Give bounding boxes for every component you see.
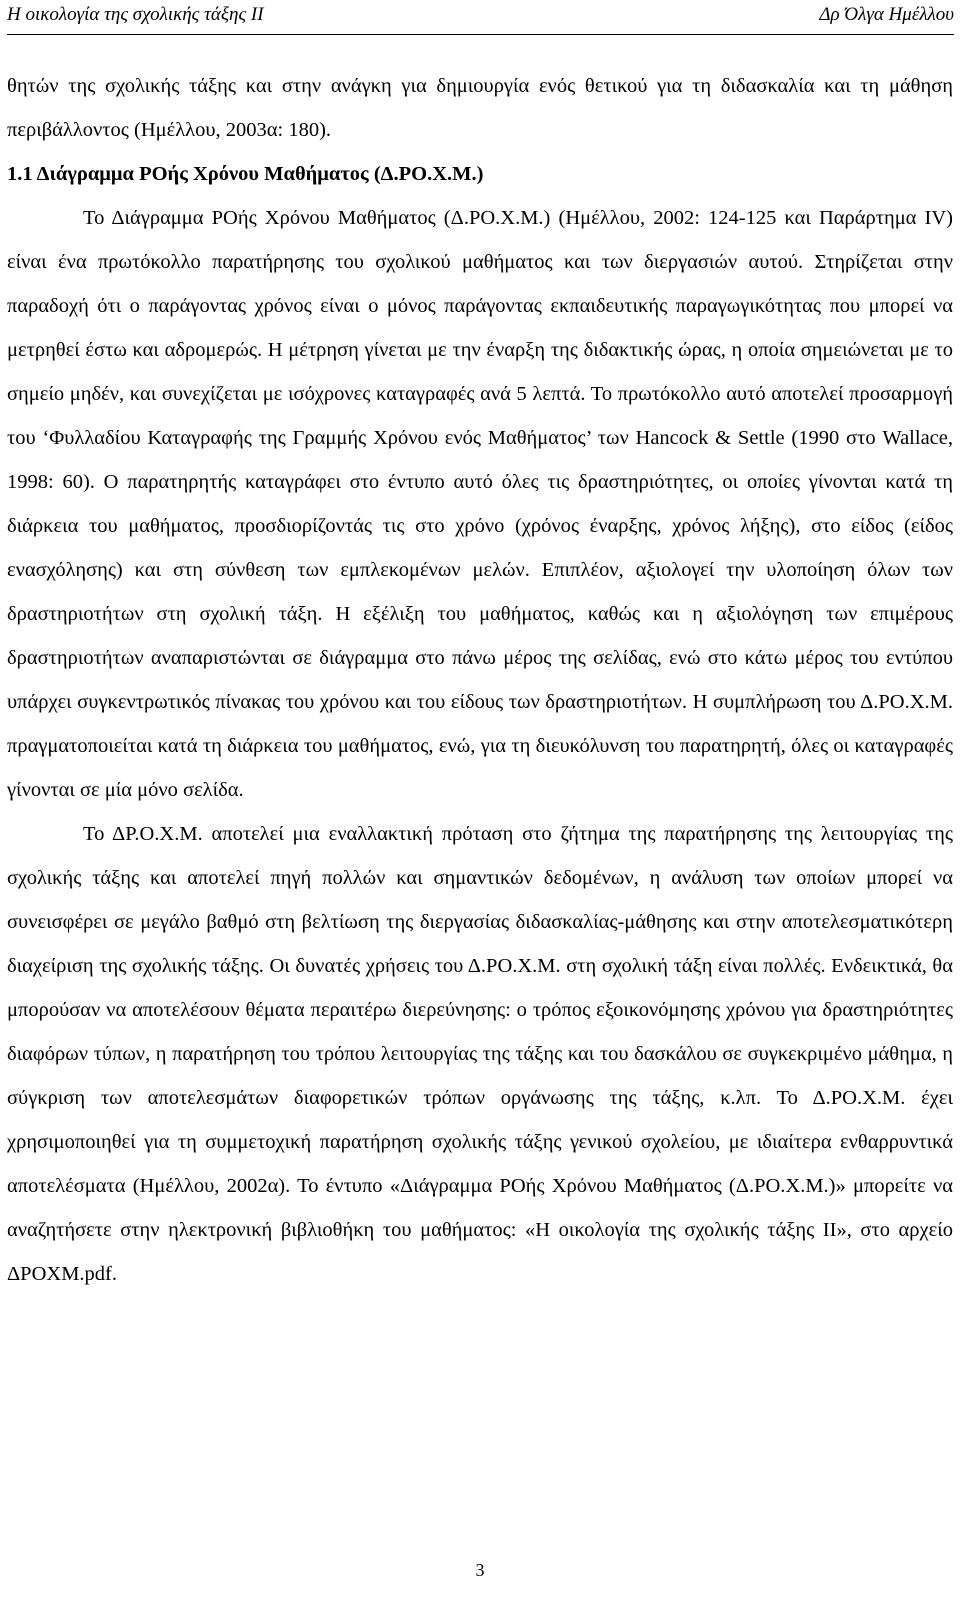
document-body	[7, 64, 953, 1296]
header-course-title: Η οικολογία της σχολικής τάξης ΙΙ	[7, 4, 264, 25]
section-heading: 1.1 Διάγραμμα ΡΟής Χρόνου Μαθήματος (Δ.ΡΟ.Χ.Μ.)	[7, 163, 484, 185]
paragraph-continuation: θητών της σχολικής τάξης και στην ανάγκη για δημιουργία ενός θετικού για τη διδασκαλία και τη μάθηση περιβάλλοντος (Ημέλλου, 2003α: 180).	[7, 75, 953, 141]
paragraph-uses: Το ΔΡ.Ο.Χ.Μ. αποτελεί μια εναλλακτική πρόταση στο ζήτημα της παρατήρησης της λειτουργίας της σχολικής τάξης και αποτελεί πηγή πολλών και σημαντικών δεδομένων, η ανάλυση των οποίων μπορεί να συνεισφέρει σε μεγάλο βαθμό στη βελτίωση της διεργασίας διδασκαλίας-μάθησης και στην αποτελεσματικότερη διαχείριση της σχολικής τάξης. Οι δυνατές χρήσεις του Δ.ΡΟ.Χ.Μ. στη σχολική τάξη είναι πολλές. Ενδεικτικά, θα μπορούσαν να αποτελέσουν θέματα περαιτέρω διερεύνησης: ο τρόπος εξοικονόμησης χρόνου για δραστηριότητες διαφόρων τύπων, η παρατήρηση του τρόπου λειτουργίας της τάξης και του δασκάλου σε συγκεκριμένο μάθημα, η σύγκριση των αποτελεσμάτων διαφορετικών τρόπων οργάνωσης της τάξης, κ.λπ. Το Δ.ΡΟ.Χ.Μ. έχει χρησιμοποιηθεί για τη συμμετοχική παρατήρηση σχολικής τάξης γενικού σχολείου, με ιδιαίτερα ενθαρρυντικά αποτελέσματα (Ημέλλου, 2002α). Το έντυπο «Διάγραμμα ΡΟής Χρόνου Μαθήματος (Δ.ΡΟ.Χ.Μ.)» μπορείτε να αναζητήσετε στην ηλεκτρονική βιβλιοθήκη του μαθήματος: «Η οικολογία της σχολικής τάξης ΙΙ», στο αρχείο ΔΡΟΧΜ.pdf.	[7, 823, 953, 1285]
header-author: Δρ Όλγα Ημέλλου	[819, 4, 954, 25]
page-number: 3	[475, 1560, 485, 1580]
running-header	[7, 0, 954, 35]
paragraph-description: Το Διάγραμμα ΡΟής Χρόνου Μαθήματος (Δ.ΡΟ.Χ.Μ.) (Ημέλλου, 2002: 124-125 και Παράρτημα IV) είναι ένα πρωτόκολλο παρατήρησης του σχολικού μαθήματος και των διεργασιών αυτού. Στηρίζεται στην παραδοχή ότι ο παράγοντας χρόνος είναι ο μόνος παράγοντας εκπαιδευτικής παραγωγικότητας που μπορεί να μετρηθεί έστω και αδρομερώς. Η μέτρηση γίνεται με την έναρξη της διδακτικής ώρας, η οποία σημειώνεται με το σημείο μηδέν, και συνεχίζεται με ισόχρονες καταγραφές ανά 5 λεπτά. Το πρωτόκολλο αυτό αποτελεί προσαρμογή του ‘Φυλλαδίου Καταγραφής της Γραμμής Χρόνου ενός Μαθήματος’ των Hancock & Settle (1990 στο Wallace, 1998: 60). Ο παρατηρητής καταγράφει στο έντυπο αυτό όλες τις δραστηριότητες, οι οποίες γίνονται κατά τη διάρκεια του μαθήματος, προσδιορίζοντάς τις στο χρόνο (χρόνος έναρξης, χρόνος λήξης), στο είδος (είδος ενασχόλησης) και στη σύνθεση των εμπλεκομένων μελών. Επιπλέον, αξιολογεί την υλοποίηση όλων των δραστηριοτήτων στη σχολική τάξη. Η εξέλιξη του μαθήματος, καθώς και η αξιολόγηση των επιμέρους δραστηριοτήτων αναπαριστώνται σε διάγραμμα στο πάνω μέρος της σελίδας, ενώ στο κάτω μέρος του εντύπου υπάρχει συγκεντρωτικός πίνακας του χρόνου και του είδους των δραστηριοτήτων. Η συμπλήρωση του Δ.ΡΟ.Χ.Μ. πραγματοποιείται κατά τη διάρκεια του μαθήματος, ενώ, για τη διευκόλυνση του παρατηρητή, όλες οι καταγραφές γίνονται σε μία μόνο σελίδα.	[7, 207, 953, 801]
